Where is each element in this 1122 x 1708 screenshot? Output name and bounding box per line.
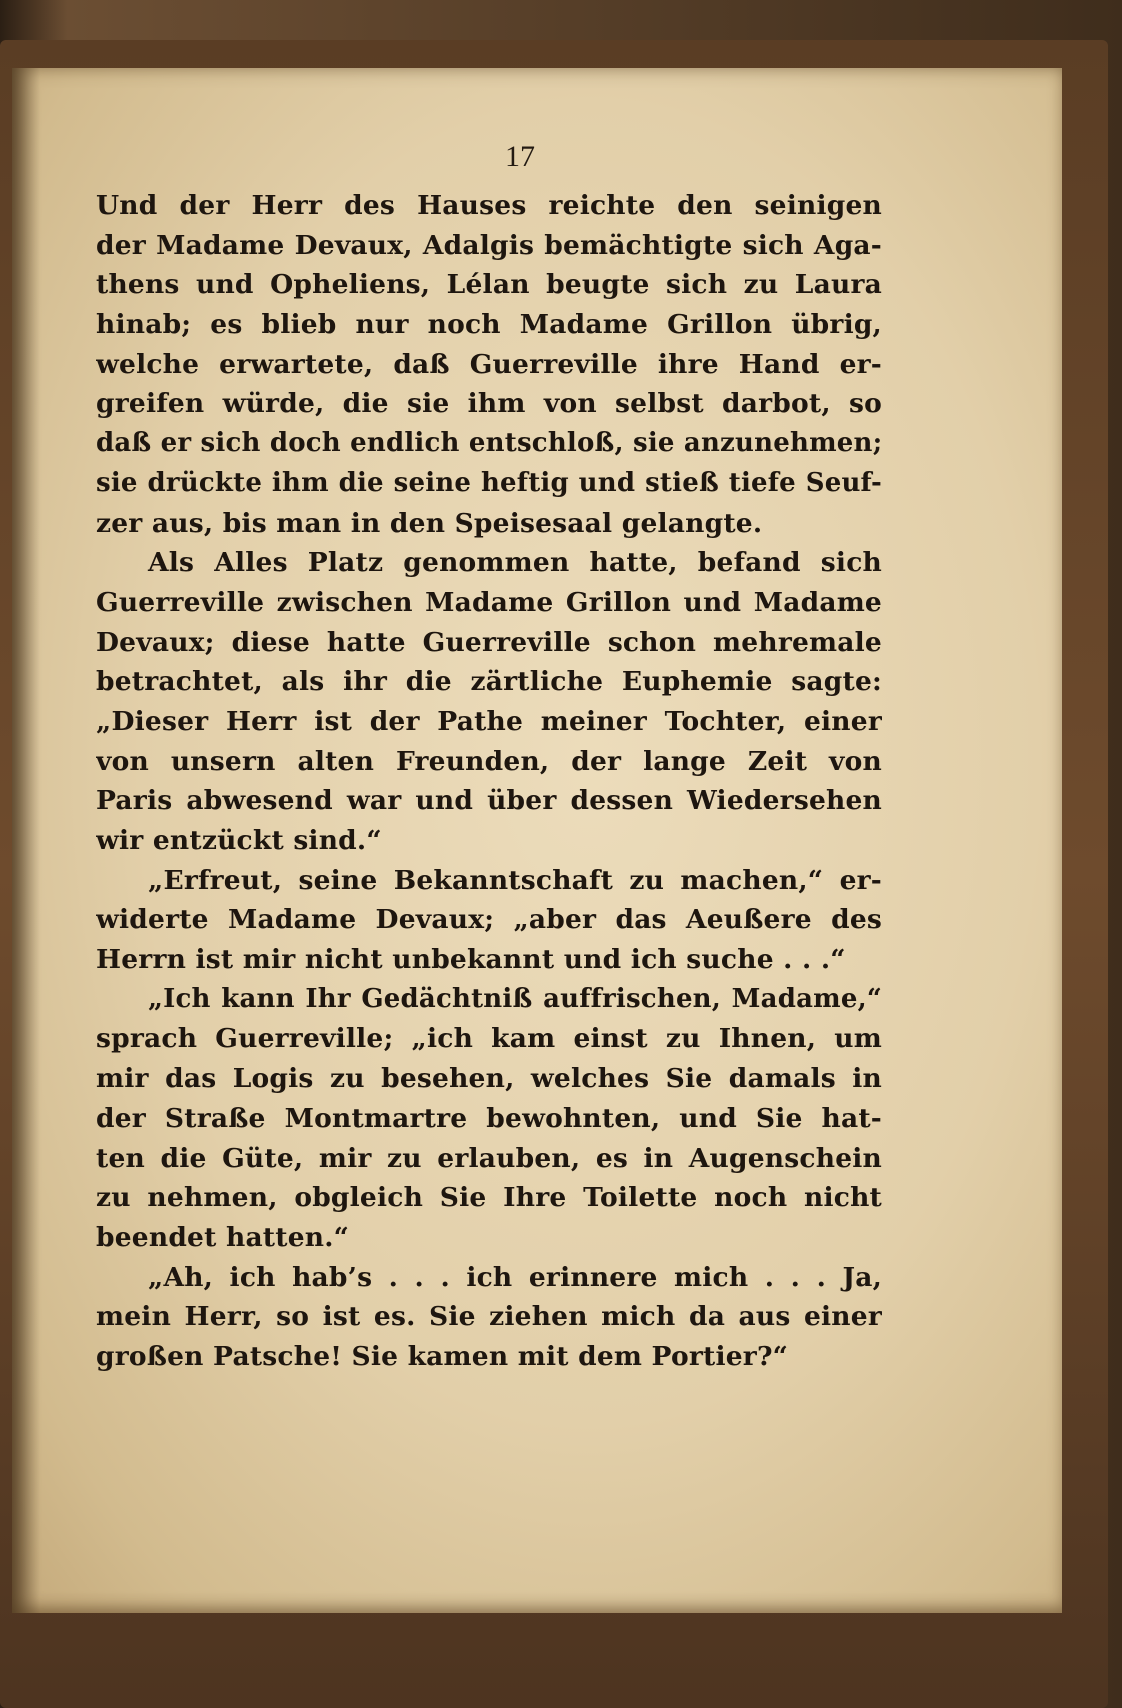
text-line: widerte Madame Devaux; „aber das Aeußere des	[96, 904, 882, 936]
text-line: der Madame Devaux, Adalgis bemächtigte sich Aga-	[96, 229, 882, 261]
text-line: beendet hatten.“	[96, 1221, 350, 1253]
text-line: großen Patsche! Sie kamen mit dem Portier?“	[96, 1340, 789, 1372]
text-line: „Ah, ich hab’s . . . ich erinnere mich . . . Ja,	[148, 1261, 882, 1293]
text-line: betrachtet, als ihr die zärtliche Euphemie sagte:	[96, 666, 882, 698]
text-line: der Straße Montmartre bewohnten, und Sie hat-	[96, 1102, 882, 1134]
text-line: Herrn ist mir nicht unbekannt und ich suche . . .“	[96, 944, 846, 976]
text-line: Guerreville zwischen Madame Grillon und Madame	[96, 586, 882, 618]
text-line: mir das Logis zu besehen, welches Sie damals in	[96, 1063, 882, 1095]
text-line: Als Alles Platz genommen hatte, befand sich	[148, 547, 882, 579]
text-line: von unsern alten Freunden, der lange Zeit von	[96, 745, 882, 777]
body-text	[96, 186, 882, 1377]
text-line: mein Herr, so ist es. Sie ziehen mich da aus einer	[96, 1301, 882, 1333]
text-line: welche erwartete, daß Guerreville ihre Hand er-	[96, 348, 882, 380]
text-line: „Erfreut, seine Bekanntschaft zu machen,“ er-	[148, 864, 882, 896]
text-line: „Ich kann Ihr Gedächtniß auffrischen, Madame,“	[148, 983, 882, 1014]
text-line: ten die Güte, mir zu erlauben, es in Augenschein	[96, 1142, 882, 1174]
text-line: sie drückte ihm die seine heftig und stieß tiefe Seuf-	[96, 467, 882, 498]
text-line: daß er sich doch endlich entschloß, sie anzunehmen;	[96, 428, 882, 459]
text-line: thens und Opheliens, Lélan beugte sich zu Laura	[96, 269, 882, 301]
page-number: 17	[505, 140, 535, 173]
text-line: Devaux; diese hatte Guerreville schon mehremale	[96, 626, 882, 658]
text-line: Paris abwesend war und über dessen Wiedersehen	[96, 785, 882, 817]
text-line: hinab; es blieb nur noch Madame Grillon übrig,	[96, 309, 882, 341]
text-line: sprach Guerreville; „ich kam einst zu Ihnen, um	[96, 1023, 882, 1055]
text-line: Und der Herr des Hauses reichte den seinigen	[96, 190, 882, 221]
text-line: zer aus, bis man in den Speisesaal gelangte.	[96, 507, 763, 539]
text-line: greifen würde, die sie ihm von selbst darbot, so	[96, 388, 882, 420]
page-gutter-shadow	[12, 68, 40, 1613]
text-line: „Dieser Herr ist der Pathe meiner Tochter, einer	[96, 705, 882, 737]
text-line: zu nehmen, obgleich Sie Ihre Toilette noch nicht	[96, 1182, 882, 1214]
text-line: wir entzückt sind.“	[96, 825, 382, 856]
